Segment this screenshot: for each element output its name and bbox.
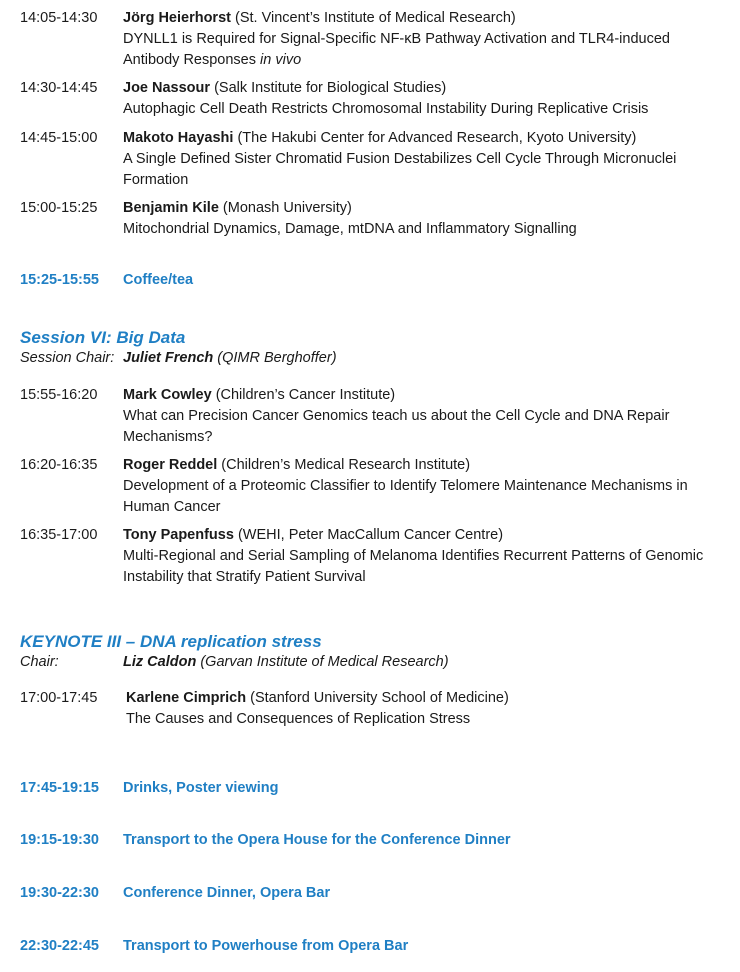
- speaker-name: Roger Reddel: [123, 457, 218, 473]
- speaker-name: Makoto Hayashi: [123, 130, 234, 146]
- talk-entry: [123, 198, 733, 240]
- talk-time: 16:20-16:35: [20, 457, 98, 473]
- talk-entry: [123, 385, 733, 448]
- talk-title: Instability that Stratify Patient Survival: [123, 569, 366, 585]
- speaker-affiliation: (Children’s Cancer Institute): [215, 387, 396, 403]
- speaker-name: Tony Papenfuss: [123, 527, 234, 543]
- talk-title: Human Cancer: [123, 499, 221, 515]
- event-time: 22:30-22:45: [20, 938, 99, 954]
- speaker-affiliation: (Children’s Medical Research Institute): [221, 457, 471, 473]
- speaker-name: Joe Nassour: [123, 80, 211, 96]
- session-chair-label: Session Chair:: [20, 350, 115, 366]
- talk-title: Development of a Proteomic Classifier to Identify Telomere Maintenance Mechanisms in: [123, 478, 688, 494]
- talk-title: DYNLL1 is Required for Signal-Specific NF-κB Pathway Activation and TLR4-induced: [123, 31, 670, 47]
- event-time: 19:30-22:30: [20, 885, 99, 901]
- keynote-heading: KEYNOTE III – DNA replication stress: [20, 632, 322, 651]
- talk-time: 17:00-17:45: [20, 690, 98, 706]
- talk-time: 14:45-15:00: [20, 130, 98, 146]
- talk-title: Mitochondrial Dynamics, Damage, mtDNA and Inflammatory Signalling: [123, 221, 577, 237]
- speaker-affiliation: (St. Vincent’s Institute of Medical Research): [235, 10, 516, 26]
- talk-entry: [126, 688, 736, 730]
- talk-title: Formation: [123, 172, 189, 188]
- chair-name: Liz Caldon: [123, 654, 197, 670]
- speaker-name: Jörg Heierhorst: [123, 10, 231, 26]
- talk-time: 14:05-14:30: [20, 10, 98, 26]
- talk-entry: [123, 128, 733, 191]
- event-time: 19:15-19:30: [20, 832, 99, 848]
- talk-title: The Causes and Consequences of Replication Stress: [126, 711, 471, 727]
- keynote-chair-label: Chair:: [20, 654, 59, 670]
- chair-affiliation: (QIMR Berghoffer): [213, 350, 337, 366]
- speaker-affiliation: (The Hakubi Center for Advanced Research, Kyoto University): [237, 130, 637, 146]
- talk-title-italic: in vivo: [260, 52, 302, 68]
- speaker-affiliation: (WEHI, Peter MacCallum Cancer Centre): [237, 527, 504, 543]
- speaker-name: Benjamin Kile: [123, 200, 219, 216]
- talk-entry: [123, 78, 733, 120]
- talk-time: 16:35-17:00: [20, 527, 98, 543]
- speaker-affiliation: (Monash University): [222, 200, 352, 216]
- talk-time: 14:30-14:45: [20, 80, 98, 96]
- break-time: 15:25-15:55: [20, 272, 99, 288]
- speaker-name: Karlene Cimprich: [126, 690, 247, 706]
- talk-title: Autophagic Cell Death Restricts Chromosomal Instability During Replicative Crisis: [123, 101, 649, 117]
- speaker-affiliation: (Salk Institute for Biological Studies): [214, 80, 447, 96]
- talk-title-tail: Antibody Responses: [123, 52, 261, 68]
- event-label: Transport to the Opera House for the Conference Dinner: [123, 832, 511, 848]
- event-time: 17:45-19:15: [20, 780, 99, 796]
- keynote-chair: [123, 652, 449, 672]
- event-label: Drinks, Poster viewing: [123, 780, 279, 796]
- talk-time: 15:00-15:25: [20, 200, 98, 216]
- talk-entry: [123, 525, 733, 588]
- speaker-name: Mark Cowley: [123, 387, 212, 403]
- talk-entry: [123, 455, 733, 518]
- chair-affiliation: (Garvan Institute of Medical Research): [196, 654, 449, 670]
- event-label: Transport to Powerhouse from Opera Bar: [123, 938, 409, 954]
- session-heading: Session VI: Big Data: [20, 328, 186, 347]
- break-label: Coffee/tea: [123, 272, 194, 288]
- speaker-affiliation: (Stanford University School of Medicine): [250, 690, 509, 706]
- talk-title: Multi-Regional and Serial Sampling of Melanoma Identifies Recurrent Patterns of Genomic: [123, 548, 704, 564]
- talk-title: A Single Defined Sister Chromatid Fusion Destabilizes Cell Cycle Through Micronuclei: [123, 151, 677, 167]
- talk-entry: [123, 8, 733, 71]
- talk-title: Mechanisms?: [123, 429, 213, 445]
- talk-time: 15:55-16:20: [20, 387, 98, 403]
- session-chair: [123, 348, 337, 368]
- talk-title: What can Precision Cancer Genomics teach us about the Cell Cycle and DNA Repair: [123, 408, 670, 424]
- event-label: Conference Dinner, Opera Bar: [123, 885, 331, 901]
- chair-name: Juliet French: [123, 350, 214, 366]
